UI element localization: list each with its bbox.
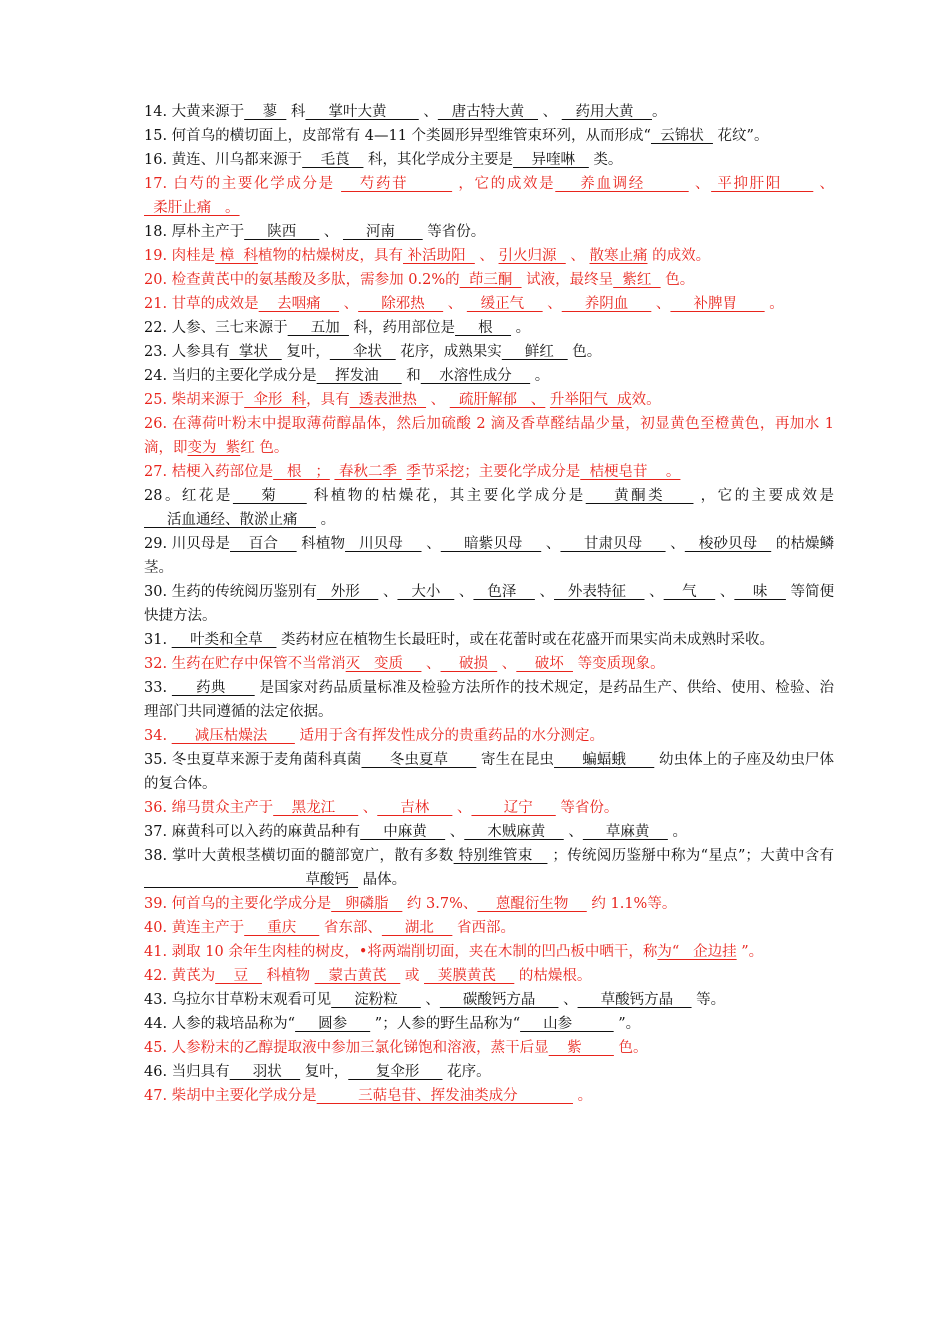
answer-blank: 大小 bbox=[397, 584, 455, 600]
answer-blank: 菊 bbox=[232, 488, 307, 504]
question-text: 科植物的枯燥花，其主要化学成分是 bbox=[306, 488, 586, 504]
question-item bbox=[144, 148, 834, 172]
question-text: 44. 人参的栽培品称为“ bbox=[144, 1016, 296, 1032]
question-item bbox=[144, 172, 834, 220]
question-text: 或 bbox=[400, 968, 425, 984]
question-text: 等。 bbox=[691, 992, 726, 1008]
question-text: 等省份。 bbox=[555, 800, 619, 816]
answer-blank: 草麻黄 bbox=[582, 824, 668, 840]
question-text: 。 bbox=[315, 512, 336, 528]
question-text: 、 bbox=[358, 800, 378, 816]
question-text: 、 bbox=[715, 584, 735, 600]
question-text: 的枯燥鳞茎。 bbox=[144, 536, 835, 576]
question-text: 科植物 bbox=[261, 968, 315, 984]
question-text: 、 bbox=[474, 248, 499, 264]
question-text: 色。 bbox=[660, 272, 695, 288]
question-text: 32. 生药在贮存中保管不当常消 bbox=[144, 656, 346, 672]
question-text: 、 bbox=[421, 536, 441, 552]
question-text: 29. 川贝母是 bbox=[144, 536, 231, 552]
answer-blank: 荚膜黄芪 bbox=[424, 968, 515, 984]
question-text: ；传统阅历鉴掰中称为“星点”；大黄中含有 bbox=[547, 848, 835, 864]
answer-blank: 重庆 bbox=[244, 920, 320, 936]
answer-blank: 平抑肝阳 bbox=[711, 176, 814, 192]
answer-blank: 蓼 bbox=[244, 104, 287, 120]
question-text: 、 bbox=[542, 296, 562, 312]
question-text: 24. 当归的主要化学成分是 bbox=[144, 368, 317, 384]
answer-blank: 挥发油 bbox=[316, 368, 402, 384]
question-item bbox=[144, 1060, 834, 1084]
answer-blank: 特别维管束 bbox=[453, 848, 548, 864]
question-item bbox=[144, 388, 834, 412]
question-text: 节采挖；主要化学成分是 bbox=[420, 464, 581, 480]
question-item bbox=[144, 964, 834, 988]
question-item bbox=[144, 316, 834, 340]
answer-blank: 掌叶大黄 bbox=[305, 104, 419, 120]
question-text: 、 bbox=[443, 296, 467, 312]
question-text: 、 bbox=[665, 536, 685, 552]
answer-blank: 根 bbox=[455, 320, 512, 336]
question-text: 的枯燥根。 bbox=[514, 968, 592, 984]
question-text: 22. 人参、三七来源于 bbox=[144, 320, 288, 336]
answer-blank: 圆参 bbox=[295, 1016, 371, 1032]
answer-blank: 补脾胃 bbox=[670, 296, 765, 312]
question-text: 科植物 bbox=[296, 536, 346, 552]
answer-blank: 茚三酮 bbox=[459, 272, 522, 288]
question-text: 、 bbox=[538, 104, 562, 120]
question-text: 26. 在薄荷叶粉末中提取薄荷醇晶体，然后加硫酸 2 滴及香草醛结晶少量，初显黄色至橙黄色，再加水 1 滴，即 bbox=[144, 416, 834, 456]
answer-blank: 桔梗皂苷 。 bbox=[580, 464, 681, 480]
question-text: 、 bbox=[563, 824, 583, 840]
question-text: 。 bbox=[652, 104, 667, 120]
question-text: 寄生在昆虫 bbox=[476, 752, 555, 768]
answer-blank: 吉林 bbox=[377, 800, 453, 816]
question-text: 25. 柴胡来源于 bbox=[144, 392, 245, 408]
question-item bbox=[144, 292, 834, 316]
question-text: 红 色。 bbox=[240, 440, 289, 456]
answer-blank: 紫 bbox=[548, 1040, 614, 1056]
question-text: 、 bbox=[339, 296, 359, 312]
question-text: 、 bbox=[421, 656, 441, 672]
question-text: 28。红花是 bbox=[144, 488, 233, 504]
question-text: 植物的枯燥树皮，具有 bbox=[258, 248, 403, 264]
answer-blank: 养血调经 bbox=[555, 176, 689, 192]
answer-blank: 中麻黄 bbox=[360, 824, 446, 840]
answer-blank: 外形 bbox=[316, 584, 379, 600]
answer-blank: 碳酸钙方晶 bbox=[439, 992, 559, 1008]
question-text: 和 bbox=[401, 368, 421, 384]
answer-blank: 去咽痛 bbox=[258, 296, 340, 312]
question-text: ，它的主要成效是 bbox=[693, 488, 835, 504]
question-text: 。 bbox=[764, 296, 784, 312]
question-text: 47. 柴胡中主要化学成分是 bbox=[144, 1088, 317, 1104]
answer-blank: 伞形 科 bbox=[244, 392, 307, 408]
answer-blank: 蒙古黄芪 bbox=[314, 968, 401, 984]
question-text: ”。 bbox=[736, 944, 764, 960]
answer-blank: 水溶性成分 bbox=[420, 368, 531, 384]
question-text: 等变质现象。 bbox=[572, 656, 665, 672]
answer-blank: 色泽 bbox=[473, 584, 535, 600]
question-item bbox=[144, 796, 834, 820]
question-text: 约 3.7%、 bbox=[402, 896, 478, 912]
question-text: 类。 bbox=[588, 152, 623, 168]
question-text: 41. 剥取 10 余年生肉桂的树皮，•将两端削切面，夹在木制的凹凸板中晒干，称 bbox=[144, 944, 658, 960]
answer-blank: 根 ； bbox=[273, 464, 330, 480]
question-text: 、 bbox=[445, 824, 465, 840]
answer-blank: 蒽醌衍生物 bbox=[477, 896, 587, 912]
question-text: 科，其化学成分主要是 bbox=[363, 152, 514, 168]
answer-blank: 木贼麻黄 bbox=[464, 824, 564, 840]
question-text: 复叶， bbox=[300, 1064, 349, 1080]
question-text: 20. 检查黄芪中的氨基酸及多肽，需参加 0.2%的 bbox=[144, 272, 460, 288]
answer-blank: 辽宁 bbox=[471, 800, 556, 816]
answer-blank: 药典 bbox=[171, 680, 255, 696]
question-text: 、 bbox=[541, 536, 561, 552]
question-text: 色。 bbox=[613, 1040, 648, 1056]
answer-blank: 黑龙江 bbox=[273, 800, 359, 816]
answer-blank: 草酸钙 bbox=[144, 872, 359, 888]
answer-blank: 养阴血 bbox=[561, 296, 652, 312]
answer-blank: 掌状 bbox=[229, 344, 282, 360]
question-text: 晶体。 bbox=[358, 872, 407, 888]
answer-blank: 减压枯燥法 bbox=[171, 728, 295, 744]
answer-blank: 叶类和全草 bbox=[171, 632, 277, 648]
question-text: 的成效。 bbox=[647, 248, 711, 264]
answer-blank: 毛莨 bbox=[302, 152, 364, 168]
question-text: 复叶， bbox=[281, 344, 330, 360]
answer-blank: 河南 bbox=[342, 224, 423, 240]
question-text: 省西部。 bbox=[452, 920, 515, 936]
answer-blank: 升举阳气 成 bbox=[549, 392, 632, 408]
document-page bbox=[144, 100, 834, 1108]
answer-blank: 湖北 bbox=[381, 920, 453, 936]
answer-blank: 云锦状 bbox=[650, 128, 713, 144]
answer-blank: 冬虫夏草 bbox=[361, 752, 477, 768]
answer-blank: 补活助阳 bbox=[403, 248, 475, 264]
question-text: 、 bbox=[497, 656, 517, 672]
question-item bbox=[144, 1012, 834, 1036]
answer-blank: 季 bbox=[406, 464, 421, 480]
answer-blank: 气 bbox=[663, 584, 716, 600]
question-text: 、 bbox=[420, 992, 440, 1008]
question-item bbox=[144, 100, 834, 124]
answer-blank: 活血通经、散淤止痛 bbox=[144, 512, 316, 528]
answer-blank: 科 bbox=[243, 248, 258, 264]
question-text: 约 1.1%等。 bbox=[586, 896, 677, 912]
answer-blank: 破损 bbox=[440, 656, 498, 672]
question-text: 适用于含有挥发性成分的贵重药品的水分测定。 bbox=[294, 728, 604, 744]
question-text: 35. 冬虫夏草来源于麦角菌科真菌 bbox=[144, 752, 362, 768]
answer-blank: 变为 紫 bbox=[187, 440, 241, 456]
question-text: 花纹”。 bbox=[712, 128, 769, 144]
answer-blank: 柔肝止痛 。 bbox=[144, 200, 240, 216]
question-item bbox=[144, 820, 834, 844]
answer-blank: 陕西 bbox=[244, 224, 320, 240]
question-text: 46. 当归具有 bbox=[144, 1064, 230, 1080]
question-item bbox=[144, 652, 834, 676]
question-text: 科 bbox=[286, 104, 306, 120]
answer-blank: 为“ 企边挂 bbox=[657, 944, 737, 960]
question-text: 37. 麻黄科可以入药的麻黄品种有 bbox=[144, 824, 361, 840]
question-text: 、 bbox=[644, 584, 664, 600]
question-item bbox=[144, 1036, 834, 1060]
question-text: 19. 肉桂是 bbox=[144, 248, 216, 264]
question-text: 、 bbox=[454, 584, 474, 600]
question-text: 、 bbox=[558, 992, 578, 1008]
question-text: 花序。 bbox=[442, 1064, 491, 1080]
answer-blank: 伞状 bbox=[329, 344, 396, 360]
question-text: 、 bbox=[418, 104, 438, 120]
question-text: 14. 大黄来源于 bbox=[144, 104, 245, 120]
question-item bbox=[144, 532, 834, 580]
question-text: 。 bbox=[530, 368, 550, 384]
answer-blank: 羽状 bbox=[229, 1064, 301, 1080]
answer-blank: 异喹啉 bbox=[513, 152, 589, 168]
answer-blank: 引火归源 bbox=[498, 248, 566, 264]
answer-blank: 五加 bbox=[287, 320, 349, 336]
question-item bbox=[144, 988, 834, 1012]
question-text: 科，药用部位是 bbox=[348, 320, 456, 336]
question-item bbox=[144, 580, 834, 628]
answer-blank: 药用大黄 bbox=[561, 104, 652, 120]
answer-blank: 疏肝解郁 、 bbox=[449, 392, 546, 408]
question-text: 38. 掌叶大黄根茎横切面的髓部宽广，散有多数 bbox=[144, 848, 454, 864]
question-text: 33. bbox=[144, 680, 172, 696]
question-text: 色。 bbox=[567, 344, 602, 360]
question-text: 、 bbox=[565, 248, 590, 264]
question-text: 45. 人参粉末的乙醇提取液中参加三氯化锑饱和溶液，蒸干后显 bbox=[144, 1040, 549, 1056]
question-text: 、 bbox=[452, 800, 472, 816]
question-text: 。 bbox=[572, 1088, 593, 1104]
question-text: 试液，最终呈 bbox=[521, 272, 614, 288]
answer-blank: 甘肃贝母 bbox=[560, 536, 666, 552]
answer-blank: 灭 变质 bbox=[345, 656, 422, 672]
question-item bbox=[144, 844, 834, 892]
question-text: 、 bbox=[813, 176, 835, 192]
question-text: 36. 绵马贯众主产于 bbox=[144, 800, 274, 816]
question-text: 省东部、 bbox=[319, 920, 382, 936]
answer-blank: 味 bbox=[734, 584, 786, 600]
answer-blank: 川贝母 bbox=[345, 536, 422, 552]
question-item bbox=[144, 676, 834, 724]
answer-blank: 百合 bbox=[230, 536, 297, 552]
answer-blank: 黄酮类 bbox=[585, 488, 694, 504]
question-item bbox=[144, 916, 834, 940]
question-text: 34. bbox=[144, 728, 172, 744]
question-text: 39. 何首乌的主要化学成分是 bbox=[144, 896, 332, 912]
question-item bbox=[144, 340, 834, 364]
answer-blank: 除邪热 bbox=[358, 296, 444, 312]
answer-blank: 透表泄热 bbox=[349, 392, 427, 408]
question-item bbox=[144, 484, 834, 532]
question-item bbox=[144, 724, 834, 748]
question-item bbox=[144, 628, 834, 652]
answer-blank: 鲜红 bbox=[501, 344, 568, 360]
question-item bbox=[144, 364, 834, 388]
answer-blank: 芍药苷 bbox=[341, 176, 453, 192]
question-text: ”；人参的野生品称为“ bbox=[370, 1016, 521, 1032]
answer-blank: 复伞形 bbox=[348, 1064, 443, 1080]
answer-blank: 三萜皂苷、挥发油类成分 bbox=[316, 1088, 573, 1104]
question-text: 等简便快捷方法。 bbox=[144, 584, 835, 624]
question-text: 花序，成熟果实 bbox=[395, 344, 502, 360]
question-text: ，具有 bbox=[306, 392, 350, 408]
answer-blank: 山参 bbox=[520, 1016, 614, 1032]
question-text: 31. bbox=[144, 632, 172, 648]
answer-blank: 唐古特大黄 bbox=[437, 104, 539, 120]
question-text: 。 bbox=[511, 320, 531, 336]
question-item bbox=[144, 412, 834, 460]
question-text: 、 bbox=[651, 296, 671, 312]
question-item bbox=[144, 268, 834, 292]
question-text: ”。 bbox=[613, 1016, 641, 1032]
question-item bbox=[144, 1084, 834, 1108]
question-item bbox=[144, 244, 834, 268]
question-text: 40. 黄连主产于 bbox=[144, 920, 245, 936]
answer-blank: 豆 bbox=[215, 968, 262, 984]
question-text: 、 bbox=[688, 176, 712, 192]
question-text: 23. 人参具有 bbox=[144, 344, 230, 360]
question-text: ，它的成效是 bbox=[452, 176, 556, 192]
answer-blank: 破坏 bbox=[516, 656, 573, 672]
question-text: 。 bbox=[667, 824, 687, 840]
question-item bbox=[144, 124, 834, 148]
answer-blank: 蝙蝠蛾 bbox=[554, 752, 655, 768]
question-text: 、 bbox=[426, 392, 450, 408]
answer-blank: 梭砂贝母 bbox=[684, 536, 772, 552]
answer-blank: 淀粉粒 bbox=[331, 992, 421, 1008]
answer-blank: 散寒止痛 bbox=[589, 248, 648, 264]
answer-blank: 卵磷脂 bbox=[331, 896, 403, 912]
question-text: 16. 黄连、川乌都来源于 bbox=[144, 152, 303, 168]
answer-blank: 春秋二季 bbox=[334, 464, 402, 480]
question-item bbox=[144, 940, 834, 964]
question-text: 、 bbox=[319, 224, 343, 240]
answer-blank: 樟 bbox=[215, 248, 244, 264]
answer-blank: 缓正气 bbox=[466, 296, 543, 312]
question-text: 类药材应在植物生长最旺时，或在花蕾时或在花盛开而果实尚未成熟时采收。 bbox=[276, 632, 775, 648]
question-text: 、 bbox=[534, 584, 555, 600]
question-text: 15. 何首乌的横切面上，皮部常有 4—11 个类圆形异型维管束环列，从而形成“ bbox=[144, 128, 651, 144]
question-text: 、 bbox=[378, 584, 398, 600]
answer-blank: 暗紫贝母 bbox=[440, 536, 542, 552]
question-text: 21. 甘草的成效是 bbox=[144, 296, 259, 312]
question-text: 幼虫体上的子座及幼虫尸体的复合体。 bbox=[144, 752, 835, 792]
question-item bbox=[144, 748, 834, 796]
answer-blank: 草酸钙方晶 bbox=[577, 992, 692, 1008]
question-text: 效。 bbox=[631, 392, 661, 408]
question-text: 是国家对药品质量标准及检验方法所作的技术规定，是药品生产、供给、使用、检验、治理部门共同遵循的法定依据。 bbox=[144, 680, 835, 720]
question-item bbox=[144, 892, 834, 916]
answer-blank: 紫红 bbox=[613, 272, 661, 288]
question-text: 43. 乌拉尔甘草粉末观看可见 bbox=[144, 992, 332, 1008]
question-text: 30. 生药的传统阅历鉴别有 bbox=[144, 584, 317, 600]
question-item bbox=[144, 220, 834, 244]
answer-blank: 外表特征 bbox=[554, 584, 645, 600]
question-item bbox=[144, 460, 834, 484]
question-text: 18. 厚朴主产于 bbox=[144, 224, 245, 240]
question-text: 27. 桔梗入药部位是 bbox=[144, 464, 274, 480]
question-text: 17. 白芍的主要化学成分是 bbox=[144, 176, 342, 192]
question-text: 等省份。 bbox=[422, 224, 486, 240]
question-text: 42. 黄芪为 bbox=[144, 968, 216, 984]
